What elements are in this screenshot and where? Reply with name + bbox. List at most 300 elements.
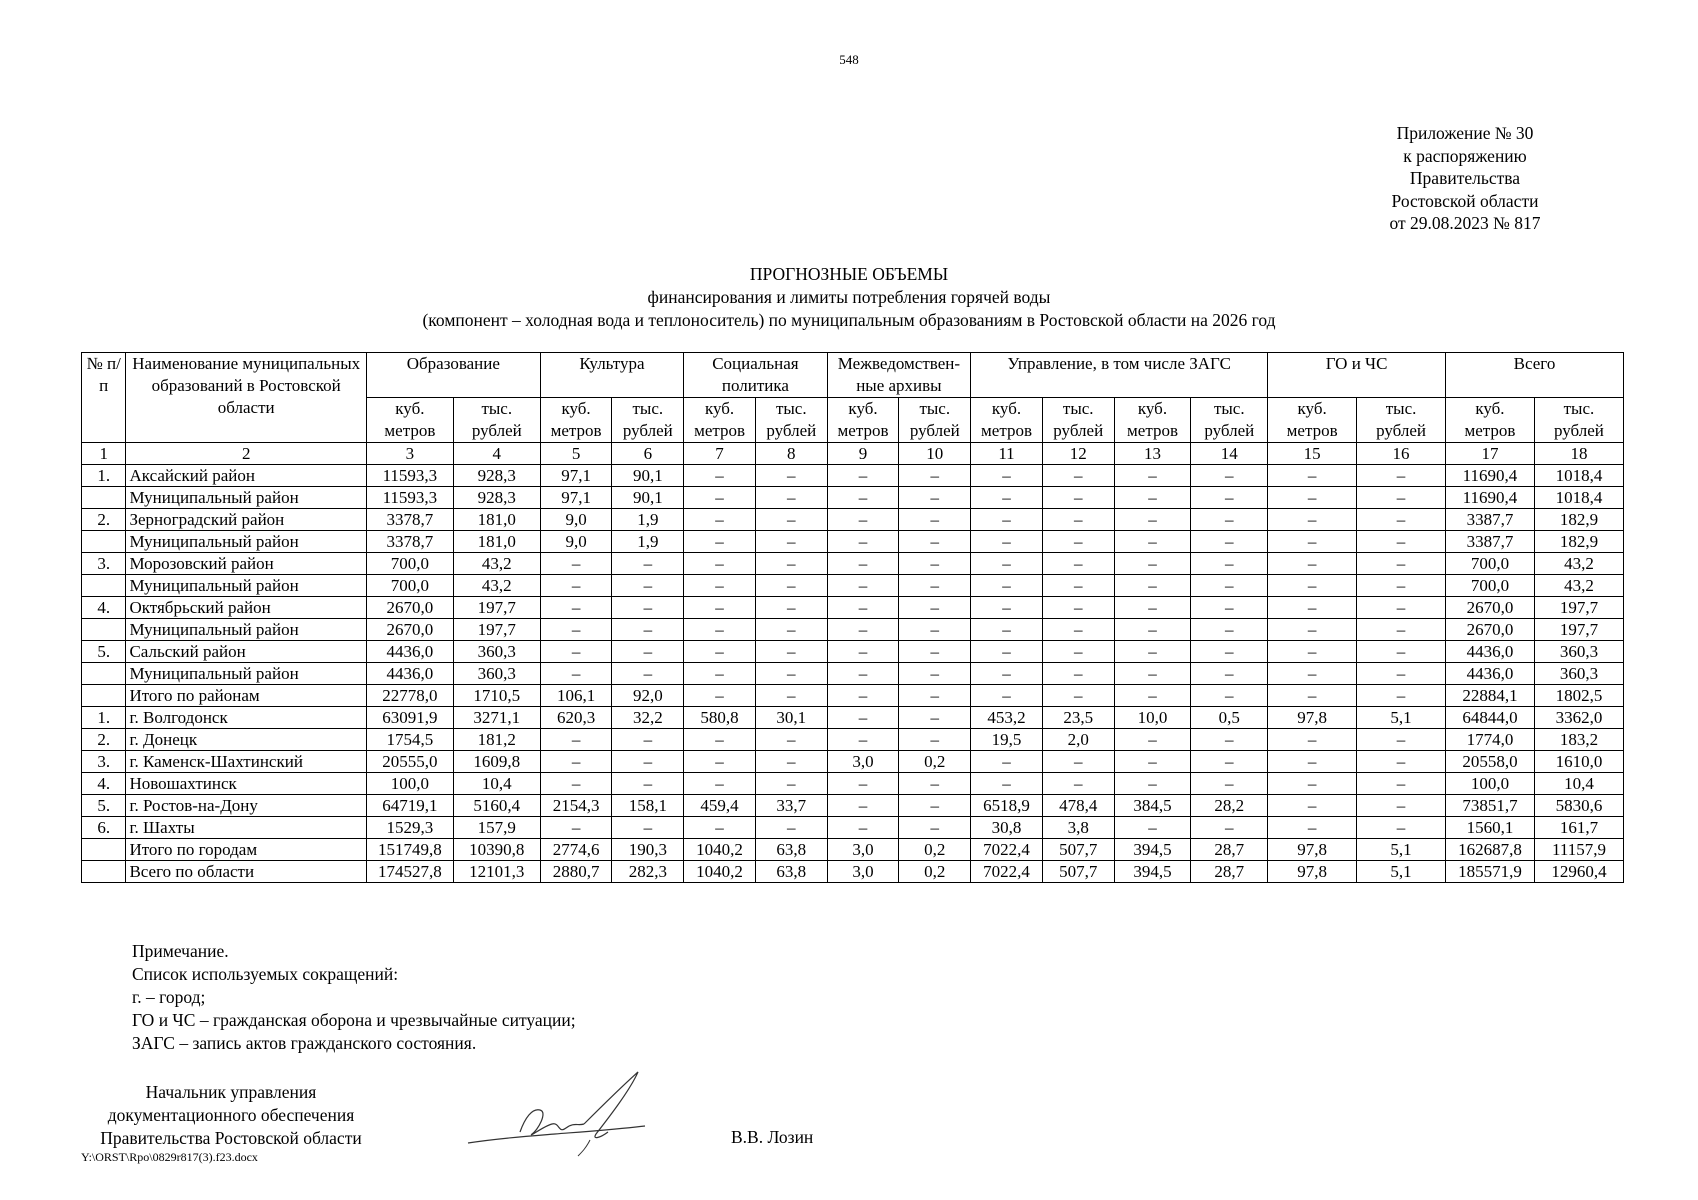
table-cell: – [1357, 465, 1446, 487]
table-cell: 100,0 [1446, 773, 1535, 795]
table-cell: – [899, 465, 971, 487]
table-cell: 151749,8 [366, 839, 453, 861]
table-cell: 4436,0 [1446, 663, 1535, 685]
table-cell: 158,1 [612, 795, 684, 817]
row-name: Муниципальный район [126, 531, 366, 553]
table-cell: – [1191, 597, 1268, 619]
table-cell: 3271,1 [453, 707, 540, 729]
row-name: Октябрьский район [126, 597, 366, 619]
table-cell: 3,0 [827, 861, 899, 883]
table-cell: – [684, 619, 756, 641]
table-cell: – [971, 531, 1043, 553]
column-number: 11 [971, 443, 1043, 465]
table-cell: 1560,1 [1446, 817, 1535, 839]
table-cell: 4436,0 [1446, 641, 1535, 663]
table-cell: – [755, 619, 827, 641]
table-cell: 20558,0 [1446, 751, 1535, 773]
signature-title-line: Начальник управления [145, 1082, 317, 1102]
title-line-3: (компонент – холодная вода и теплоноситель) по муниципальным образованиям в Ростовской области на 2026 год [422, 310, 1276, 330]
row-number: 5. [82, 795, 126, 817]
table-cell: 1774,0 [1446, 729, 1535, 751]
column-number: 9 [827, 443, 899, 465]
table-cell: – [1191, 619, 1268, 641]
table-cell: 2,0 [1042, 729, 1114, 751]
table-cell: 3378,7 [366, 509, 453, 531]
table-cell: – [827, 553, 899, 575]
table-cell: – [971, 619, 1043, 641]
table-cell: – [1114, 751, 1191, 773]
table-cell: 11690,4 [1446, 465, 1535, 487]
header-unit-m3: куб. метров [1446, 398, 1535, 443]
table-cell: – [971, 597, 1043, 619]
data-table [81, 352, 1624, 883]
table-row [82, 575, 1624, 597]
table-cell: – [899, 817, 971, 839]
header-unit-rub: тыс. рублей [899, 398, 971, 443]
table-row [82, 465, 1624, 487]
table-cell: 1040,2 [684, 839, 756, 861]
table-cell: 700,0 [366, 553, 453, 575]
table-cell: – [899, 553, 971, 575]
column-number: 8 [755, 443, 827, 465]
table-cell: – [1268, 487, 1357, 509]
table-cell: – [1042, 597, 1114, 619]
table-cell: 63,8 [755, 839, 827, 861]
table-cell: – [1357, 641, 1446, 663]
row-name: г. Ростов-на-Дону [126, 795, 366, 817]
table-cell: 1609,8 [453, 751, 540, 773]
table-cell: – [1114, 773, 1191, 795]
table-cell: – [612, 729, 684, 751]
table-row [82, 619, 1624, 641]
table-cell: 384,5 [1114, 795, 1191, 817]
table-cell: 10,0 [1114, 707, 1191, 729]
row-number [82, 663, 126, 685]
header-group-culture: Культура [540, 353, 683, 398]
note-line: ЗАГС – запись актов гражданского состояния. [132, 1033, 477, 1053]
table-cell: 1,9 [612, 509, 684, 531]
table-cell: 22778,0 [366, 685, 453, 707]
row-number [82, 531, 126, 553]
table-cell: – [899, 575, 971, 597]
table-cell: 73851,7 [1446, 795, 1535, 817]
table-cell: 2670,0 [1446, 619, 1535, 641]
table-cell: 90,1 [612, 487, 684, 509]
note-line: Список используемых сокращений: [132, 964, 399, 984]
table-cell: 23,5 [1042, 707, 1114, 729]
table-cell: 928,3 [453, 487, 540, 509]
row-name: г. Волгодонск [126, 707, 366, 729]
header-unit-rub: тыс. рублей [1357, 398, 1446, 443]
table-cell: – [827, 663, 899, 685]
header-unit-m3: куб. метров [971, 398, 1043, 443]
table-cell: – [684, 751, 756, 773]
table-cell: – [612, 817, 684, 839]
table-row [82, 751, 1624, 773]
signature-title-block [81, 1081, 381, 1150]
table-cell: – [540, 597, 612, 619]
table-cell: 28,7 [1191, 839, 1268, 861]
table-cell: – [755, 531, 827, 553]
table-cell: – [684, 817, 756, 839]
table-cell: 1802,5 [1534, 685, 1623, 707]
table-cell: – [684, 729, 756, 751]
table-cell: 185571,9 [1446, 861, 1535, 883]
column-number: 17 [1446, 443, 1535, 465]
header-unit-rub: тыс. рублей [453, 398, 540, 443]
table-cell: – [1191, 773, 1268, 795]
table-cell: 197,7 [453, 597, 540, 619]
column-number: 15 [1268, 443, 1357, 465]
header-group-archives: Межведомствен-ные архивы [827, 353, 970, 398]
table-cell: 64844,0 [1446, 707, 1535, 729]
table-cell: 161,7 [1534, 817, 1623, 839]
table-cell: – [1357, 663, 1446, 685]
header-group-management: Управление, в том числе ЗАГС [971, 353, 1268, 398]
table-cell: – [1191, 817, 1268, 839]
header-unit-m3: куб. метров [1114, 398, 1191, 443]
table-cell: – [1042, 553, 1114, 575]
table-cell: 5,1 [1357, 861, 1446, 883]
column-number: 1 [82, 443, 126, 465]
row-number [82, 839, 126, 861]
table-cell: – [1191, 531, 1268, 553]
table-cell: 0,5 [1191, 707, 1268, 729]
table-cell: 182,9 [1534, 509, 1623, 531]
table-cell: 5,1 [1357, 707, 1446, 729]
table-cell: 97,8 [1268, 861, 1357, 883]
table-cell: – [1114, 685, 1191, 707]
note-line: Примечание. [132, 941, 229, 961]
table-cell: – [612, 663, 684, 685]
table-cell: – [755, 729, 827, 751]
table-cell: 174527,8 [366, 861, 453, 883]
table-cell: – [1042, 487, 1114, 509]
table-cell: – [1114, 553, 1191, 575]
table-cell: – [1191, 553, 1268, 575]
header-unit-rub: тыс. рублей [755, 398, 827, 443]
table-cell: 478,4 [1042, 795, 1114, 817]
table-cell: 2670,0 [366, 619, 453, 641]
table-cell: 0,2 [899, 751, 971, 773]
table-cell: – [684, 487, 756, 509]
row-number: 6. [82, 817, 126, 839]
table-cell: 3,0 [827, 839, 899, 861]
table-row [82, 487, 1624, 509]
row-number [82, 487, 126, 509]
table-cell: – [1114, 619, 1191, 641]
row-name: Сальский район [126, 641, 366, 663]
table-cell: – [1357, 487, 1446, 509]
table-cell: 63,8 [755, 861, 827, 883]
table-cell: – [540, 641, 612, 663]
table-cell: 11690,4 [1446, 487, 1535, 509]
table-cell: – [612, 553, 684, 575]
table-cell: – [1357, 509, 1446, 531]
table-cell: – [684, 575, 756, 597]
table-cell: – [1268, 531, 1357, 553]
table-cell: – [1114, 817, 1191, 839]
table-cell: 1529,3 [366, 817, 453, 839]
table-cell: 97,8 [1268, 839, 1357, 861]
appendix-line: к распоряжению [1403, 145, 1527, 166]
row-name: Новошахтинск [126, 773, 366, 795]
table-cell: 700,0 [366, 575, 453, 597]
table-cell: – [755, 685, 827, 707]
table-cell: – [1191, 751, 1268, 773]
table-cell: 6518,9 [971, 795, 1043, 817]
table-cell: – [899, 509, 971, 531]
table-cell: 197,7 [453, 619, 540, 641]
table-row [82, 509, 1624, 531]
table-cell: – [1268, 685, 1357, 707]
header-name: Наименование муниципальных образований в Ростовской области [126, 353, 366, 443]
table-cell: – [1191, 487, 1268, 509]
table-cell: 162687,8 [1446, 839, 1535, 861]
row-name: г. Каменск-Шахтинский [126, 751, 366, 773]
table-row [82, 817, 1624, 839]
table-cell: 10,4 [1534, 773, 1623, 795]
document-title [0, 263, 1698, 332]
table-cell: – [755, 487, 827, 509]
row-name: Аксайский район [126, 465, 366, 487]
table-cell: 2774,6 [540, 839, 612, 861]
table-cell: 181,2 [453, 729, 540, 751]
row-number [82, 861, 126, 883]
table-cell: – [971, 773, 1043, 795]
table-cell: 3378,7 [366, 531, 453, 553]
table-cell: 182,9 [1534, 531, 1623, 553]
row-name: Итого по районам [126, 685, 366, 707]
table-cell: 32,2 [612, 707, 684, 729]
table-cell: 92,0 [612, 685, 684, 707]
table-cell: 10,4 [453, 773, 540, 795]
table-cell: – [1191, 509, 1268, 531]
table-cell: – [899, 597, 971, 619]
table-cell: – [612, 619, 684, 641]
table-cell: – [1042, 531, 1114, 553]
column-number: 7 [684, 443, 756, 465]
row-name: Зерноградский район [126, 509, 366, 531]
table-cell: 3362,0 [1534, 707, 1623, 729]
table-cell: – [1191, 685, 1268, 707]
table-cell: – [684, 597, 756, 619]
table-cell: 64719,1 [366, 795, 453, 817]
table-cell: – [1268, 575, 1357, 597]
table-cell: – [1268, 795, 1357, 817]
table-cell: – [1357, 685, 1446, 707]
table-cell: – [1268, 641, 1357, 663]
header-unit-rub: тыс. рублей [1534, 398, 1623, 443]
table-cell: 12101,3 [453, 861, 540, 883]
column-number: 13 [1114, 443, 1191, 465]
table-cell: – [827, 619, 899, 641]
table-cell: – [899, 685, 971, 707]
table-cell: – [1268, 751, 1357, 773]
table-cell: – [1191, 641, 1268, 663]
table-cell: – [1114, 641, 1191, 663]
table-cell: – [827, 531, 899, 553]
table-cell: – [827, 707, 899, 729]
table-cell: 181,0 [453, 531, 540, 553]
table-cell: 1754,5 [366, 729, 453, 751]
table-cell: 507,7 [1042, 839, 1114, 861]
table-cell: – [612, 773, 684, 795]
table-cell: – [540, 619, 612, 641]
row-name: г. Шахты [126, 817, 366, 839]
table-cell: 1710,5 [453, 685, 540, 707]
table-cell: 63091,9 [366, 707, 453, 729]
table-cell: – [1268, 597, 1357, 619]
title-line-1: ПРОГНОЗНЫЕ ОБЪЕМЫ [749, 264, 949, 284]
row-number [82, 685, 126, 707]
table-cell: – [827, 509, 899, 531]
table-cell: – [755, 773, 827, 795]
table-cell: – [612, 597, 684, 619]
table-cell: 4436,0 [366, 663, 453, 685]
table-cell: 580,8 [684, 707, 756, 729]
header-unit-m3: куб. метров [1268, 398, 1357, 443]
table-cell: – [612, 751, 684, 773]
table-cell: 97,1 [540, 465, 612, 487]
table-cell: 1018,4 [1534, 465, 1623, 487]
table-cell: – [899, 487, 971, 509]
row-name: Муниципальный район [126, 487, 366, 509]
table-row [82, 729, 1624, 751]
table-cell: 1610,0 [1534, 751, 1623, 773]
table-cell: – [899, 729, 971, 751]
table-cell: – [1042, 751, 1114, 773]
table-cell: – [1268, 773, 1357, 795]
table-cell: – [1357, 575, 1446, 597]
table-row [82, 531, 1624, 553]
header-unit-m3: куб. метров [684, 398, 756, 443]
file-path: Y:\ORST\Rpo\0829r817(3).f23.docx [81, 1150, 258, 1164]
row-name: г. Донецк [126, 729, 366, 751]
table-cell: 11157,9 [1534, 839, 1623, 861]
table-cell: – [1191, 663, 1268, 685]
table-cell: 2880,7 [540, 861, 612, 883]
table-cell: – [1357, 531, 1446, 553]
table-cell: – [540, 773, 612, 795]
column-number: 16 [1357, 443, 1446, 465]
column-number: 2 [126, 443, 366, 465]
table-cell: – [684, 685, 756, 707]
table-cell: – [1114, 575, 1191, 597]
table-cell: 106,1 [540, 685, 612, 707]
table-cell: – [827, 729, 899, 751]
column-number: 4 [453, 443, 540, 465]
table-row [82, 795, 1624, 817]
table-cell: – [899, 619, 971, 641]
header-unit-m3: куб. метров [366, 398, 453, 443]
table-cell: – [827, 817, 899, 839]
table-cell: – [899, 641, 971, 663]
table-row [82, 685, 1624, 707]
table-cell: 9,0 [540, 531, 612, 553]
table-cell: 1040,2 [684, 861, 756, 883]
table-cell: – [1042, 685, 1114, 707]
table-cell: 2670,0 [1446, 597, 1535, 619]
row-number: 1. [82, 707, 126, 729]
table-cell: – [971, 465, 1043, 487]
appendix-block [1360, 122, 1570, 235]
table-cell: 183,2 [1534, 729, 1623, 751]
table-cell: 43,2 [453, 553, 540, 575]
page-number: 548 [839, 52, 859, 67]
table-cell: 11593,3 [366, 465, 453, 487]
table-cell: 20555,0 [366, 751, 453, 773]
table-cell: – [1114, 465, 1191, 487]
table-cell: 0,2 [899, 839, 971, 861]
header-unit-rub: тыс. рублей [612, 398, 684, 443]
handwritten-signature [460, 1068, 660, 1158]
table-cell: 9,0 [540, 509, 612, 531]
header-unit-rub: тыс. рублей [1042, 398, 1114, 443]
note-line: ГО и ЧС – гражданская оборона и чрезвычайные ситуации; [132, 1010, 576, 1030]
row-number [82, 619, 126, 641]
table-cell: – [827, 795, 899, 817]
table-cell: 5830,6 [1534, 795, 1623, 817]
table-cell: – [1191, 575, 1268, 597]
table-cell: 394,5 [1114, 839, 1191, 861]
table-cell: – [1357, 773, 1446, 795]
column-number: 14 [1191, 443, 1268, 465]
table-row [82, 597, 1624, 619]
table-cell: 181,0 [453, 509, 540, 531]
table-cell: – [899, 773, 971, 795]
header-group-social: Социальная политика [684, 353, 827, 398]
table-cell: – [1357, 553, 1446, 575]
table-cell: – [755, 663, 827, 685]
table-cell: – [899, 707, 971, 729]
row-number: 1. [82, 465, 126, 487]
table-cell: 28,7 [1191, 861, 1268, 883]
table-cell: 4436,0 [366, 641, 453, 663]
table-cell: – [1268, 663, 1357, 685]
table-cell: – [755, 509, 827, 531]
table-cell: 360,3 [1534, 641, 1623, 663]
table-cell: – [971, 685, 1043, 707]
table-cell: – [971, 663, 1043, 685]
table-cell: 620,3 [540, 707, 612, 729]
table-cell: 97,1 [540, 487, 612, 509]
header-group-civil-defense: ГО и ЧС [1268, 353, 1446, 398]
table-cell: – [1114, 729, 1191, 751]
table-cell: 360,3 [1534, 663, 1623, 685]
table-row [82, 641, 1624, 663]
table-row [82, 861, 1624, 883]
table-cell: 2154,3 [540, 795, 612, 817]
table-cell: – [540, 817, 612, 839]
row-name: Всего по области [126, 861, 366, 883]
table-cell: – [1268, 817, 1357, 839]
table-cell: 43,2 [453, 575, 540, 597]
table-cell: 43,2 [1534, 575, 1623, 597]
table-cell: – [1268, 465, 1357, 487]
table-cell: – [971, 509, 1043, 531]
title-line-2: финансирования и лимиты потребления горячей воды [647, 287, 1051, 307]
header-group-total: Всего [1446, 353, 1624, 398]
table-cell: – [899, 663, 971, 685]
table-cell: 394,5 [1114, 861, 1191, 883]
table-cell: – [827, 597, 899, 619]
table-cell: – [1114, 531, 1191, 553]
table-row [82, 839, 1624, 861]
table-cell: – [899, 795, 971, 817]
table-row [82, 663, 1624, 685]
table-cell: 3,0 [827, 751, 899, 773]
